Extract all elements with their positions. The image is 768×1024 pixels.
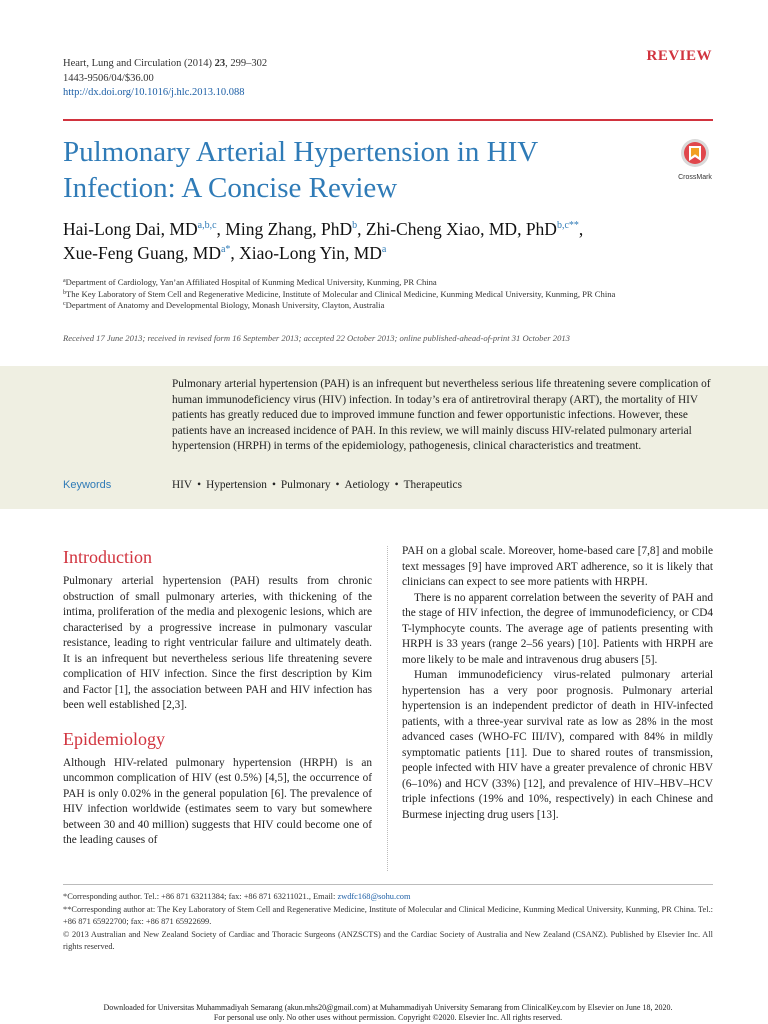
author-separator: ,	[578, 219, 584, 239]
keyword: Aetiology	[344, 479, 390, 491]
affiliation-item	[63, 289, 663, 301]
email-link[interactable]: zwdfc168@sohu.com	[337, 892, 411, 901]
journal-volume: 23	[214, 58, 226, 69]
keyword: Therapeutics	[403, 479, 462, 491]
header-divider	[63, 119, 713, 121]
author-affiliation-mark: b,c**	[556, 220, 579, 231]
corresponding-author-1	[63, 891, 713, 904]
author-affiliation-mark: a	[381, 244, 387, 255]
journal-name: Heart, Lung and Circulation (2014)	[63, 58, 215, 69]
footnotes	[63, 891, 713, 954]
affiliation-mark: c	[63, 301, 66, 307]
author-name: Zhi-Cheng Xiao, MD, PhD	[365, 219, 557, 239]
body-paragraph: There is no apparent correlation between the severity of PAH and the stage of HIV infection, the degree of immunodeficiency, or CD4 T-lymphocyte counts. The average age of patients presenting with HRPH is 33 years (range 2–56 years) [10]. Patients with HRPH are more likely to be male and intravenous drug abusers [5].	[402, 591, 713, 666]
issn-line: 1443-9506/04/$36.00	[63, 72, 154, 84]
author-name: Xiao-Long Yin, MD	[239, 243, 382, 263]
author-separator: ,	[230, 243, 240, 263]
author-separator: ,	[357, 219, 366, 239]
author-name: Xue-Feng Guang, MD	[63, 243, 221, 263]
affiliation-mark: a	[63, 278, 66, 284]
author-name: Ming Zhang, PhD	[225, 219, 353, 239]
author-name: Hai-Long Dai, MD	[63, 219, 198, 239]
copyright-notice: © 2013 Australian and New Zealand Society of Cardiac and Thoracic Surgeons (ANZSCTS) and the Cardiac Society of Australia and New Zealand (CSANZ). Published by Elsevier Inc. All rights reserved.	[63, 929, 713, 951]
crossmark-badge[interactable]	[672, 138, 718, 181]
affiliation-text: Department of Anatomy and Developmental Biology, Monash University, Clayton, Australia	[65, 300, 385, 310]
epidemiology-paragraph: Although HIV-related pulmonary hypertension (HRPH) is an uncommon complication of HIV (est 0.5%) [4,5], the occurrence of PAH is only 0.02% in the general population [6]. The prevalence of HIV infection worldwide (estimates seem to vary but somewhere between 30 and 40 million) suggests that HIV could become one of the leading causes of	[63, 756, 372, 846]
received-dates: Received 17 June 2013; received in revised form 16 September 2013; accepted 22 October 2013; online published-ahead-of-print 31 October 2013	[63, 333, 570, 343]
body-paragraph: Human immunodeficiency virus-related pulmonary arterial hypertension has a very poor prognosis. Pulmonary arterial hypertension is an independent predictor of death in HIV-infected patients, with a three-year survival rate as low as 28% in the most advanced cases (WHO-FC III/IV), compared with 84% in mildly symptomatic patients [11]. Due to shared routes of transmission, people infected with HIV have a greater prevalence of chronic HBV (6–10%) and HCV (33%) [12], and prevalence of HIV–HBV–HCV triple infections (19% and 10%, respectively) in each Chinese and Burmese injecting drug users [13].	[402, 669, 713, 821]
body-column-left	[63, 546, 372, 849]
keyword: Hypertension	[206, 479, 267, 491]
footnote-divider	[63, 884, 713, 885]
keyword: Pulmonary	[280, 479, 331, 491]
corresponding-author-1-text: *Corresponding author. Tel.: +86 871 63211384; fax: +86 871 63211021., Email:	[63, 892, 338, 901]
article-type-label: REVIEW	[646, 48, 712, 64]
keywords-label: Keywords	[63, 479, 112, 491]
section-heading-introduction: Introduction	[63, 547, 152, 567]
column-divider	[387, 546, 388, 871]
journal-pages: , 299–302	[225, 58, 268, 69]
journal-citation	[63, 57, 267, 101]
doi-link[interactable]: http://dx.doi.org/10.1016/j.hlc.2013.10.088	[63, 87, 245, 98]
affiliation-item	[63, 300, 663, 312]
crossmark-label: CrossMark	[678, 174, 712, 181]
affiliation-text: The Key Laboratory of Stem Cell and Regenerative Medicine, Institute of Molecular and Clinical Medicine, Kunming Medical University, Kunming, PR China	[66, 288, 616, 299]
affiliation-text: Department of Cardiology, Yan’an Affiliated Hospital of Kunming Medical University, Kunming, PR China	[65, 277, 437, 287]
introduction-paragraph: Pulmonary arterial hypertension (PAH) results from chronic obstruction of small pulmonary arteries, with thickening of the intima, proliferation of the media and plexogenic lesions, which are characterised by a progressive increase in pulmonary vascular resistance, leading to right ventricular failure and ultimately death. It is an infrequent but nevertheless serious life threatening severe complication of HIV infection. Since the first description by Kim and Factor [1], the association between PAH and HIV infection has been well established [2,3].	[63, 575, 372, 711]
author-separator: ,	[216, 219, 226, 239]
download-notice-line: For personal use only. No other uses without permission. Copyright ©2020. Elsevier Inc. All rights reserved.	[213, 1013, 563, 1022]
body-column-right	[402, 544, 713, 823]
affiliation-item	[63, 277, 663, 289]
download-notice-line: Downloaded for Universitas Muhammadiyah Semarang (akun.mhs20@gmail.com) at Muhammadiyah University Semarang from ClinicalKey.com by Elsevier on June 18, 2020.	[103, 1003, 673, 1012]
body-paragraph: PAH on a global scale. Moreover, home-based care [7,8] and mobile text messages [9] have improved ART adherence, so it is likely that clinicians can expect to see more patients with HRPH.	[402, 545, 713, 588]
author-affiliation-mark: a,b,c	[197, 220, 217, 231]
author-affiliation-mark: b	[352, 220, 358, 231]
section-heading-epidemiology: Epidemiology	[63, 728, 165, 749]
affiliation-mark: b	[63, 289, 66, 296]
corresponding-author-2: **Corresponding author at: The Key Laboratory of Stem Cell and Regenerative Medicine, Institute of Molecular and Clinical Medicine, Kunming Medical University, Kunming, PR China. Tel.: +86 871 65922700; fax: +86 871 65922699.	[63, 904, 713, 926]
article-title: Pulmonary Arterial Hypertension in HIV Infection: A Concise Review	[63, 136, 538, 204]
download-notice	[63, 1003, 713, 1023]
affiliations	[63, 277, 663, 312]
abstract-text: Pulmonary arterial hypertension (PAH) is an infrequent but nevertheless serious life threatening severe complication of human immunodeficiency virus (HIV) infection. In today’s era of antiretroviral therapy (ART), the mortality of HIV patients has greatly reduced due to improved immune function and fewer opportunistic infections. However, these patients have an increased incidence of PAH. In this review, we will mainly discuss HIV-related pulmonary arterial hypertension (HRPH) in terms of the epidemiology, pathogenesis, clinical characteristics and treatment.	[172, 378, 711, 453]
keyword: HIV	[172, 479, 193, 491]
keywords-list: HIV • Hypertension • Pulmonary • Aetiology • Therapeutics	[172, 479, 462, 491]
crossmark-icon	[680, 138, 710, 168]
author-affiliation-mark: a*	[220, 244, 231, 255]
author-list	[63, 217, 713, 265]
